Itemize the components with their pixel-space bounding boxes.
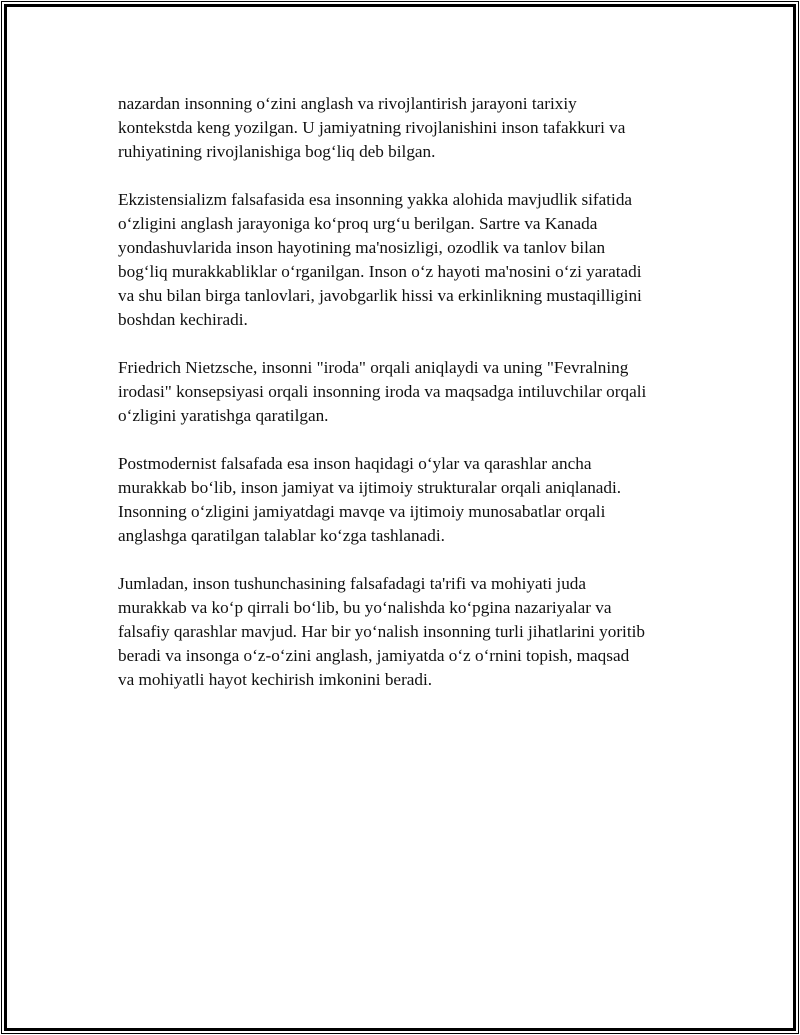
paragraph-5: Jumladan, inson tushunchasining falsafadagi ta'rifi va mohiyati juda murakkab va koʻp qirrali boʻlib, bu yoʻnalishda koʻpgina nazariyalar va falsafiy qarashlar mavjud. Har bir yoʻnalish insonning turli jihatlarini yoritib beradi va insonga oʻz-oʻzini anglash, jamiyatda oʻz oʻrnini topish, maqsad va mohiyatli hayot kechirish imkonini beradi. bbox=[118, 574, 645, 689]
paragraph-2: Ekzistensializm falsafasida esa insonning yakka alohida mavjudlik sifatida oʻzligini anglash jarayoniga koʻproq urgʻu berilgan. Sartre va Kanada yondashuvlarida inson hayotining ma'nosizligi, ozodlik va tanlov bilan bogʻliq murakkabliklar oʻrganilgan. Inson oʻz hayoti ma'nosini oʻzi yaratadi va shu bilan birga tanlovlari, javobgarlik hissi va erkinlikning mustaqilligini boshdan kechiradi. bbox=[118, 190, 642, 329]
document-body bbox=[118, 92, 688, 716]
paragraph-3: Friedrich Nietzsche, insonni "iroda" orqali aniqlaydi va uning "Fevralning irodasi" konsepsiyasi orqali insonning iroda va maqsadga intiluvchilar orqali oʻzligini yaratishga qaratilgan. bbox=[118, 358, 647, 425]
paragraph-4: Postmodernist falsafada esa inson haqidagi oʻylar va qarashlar ancha murakkab boʻlib, inson jamiyat va ijtimoiy strukturalar orqali aniqlanadi. Insonning oʻzligini jamiyatdagi mavqe va ijtimoiy munosabatlar orqali anglashga qaratilgan talablar koʻzga tashlanadi. bbox=[118, 454, 622, 545]
paragraph-1: nazardan insonning oʻzini anglash va rivojlantirish jarayoni tarixiy kontekstda keng yozilgan. U jamiyatning rivojlanishini inson tafakkuri va ruhiyatining rivojlanishiga bogʻliq deb bilgan. bbox=[118, 94, 626, 161]
